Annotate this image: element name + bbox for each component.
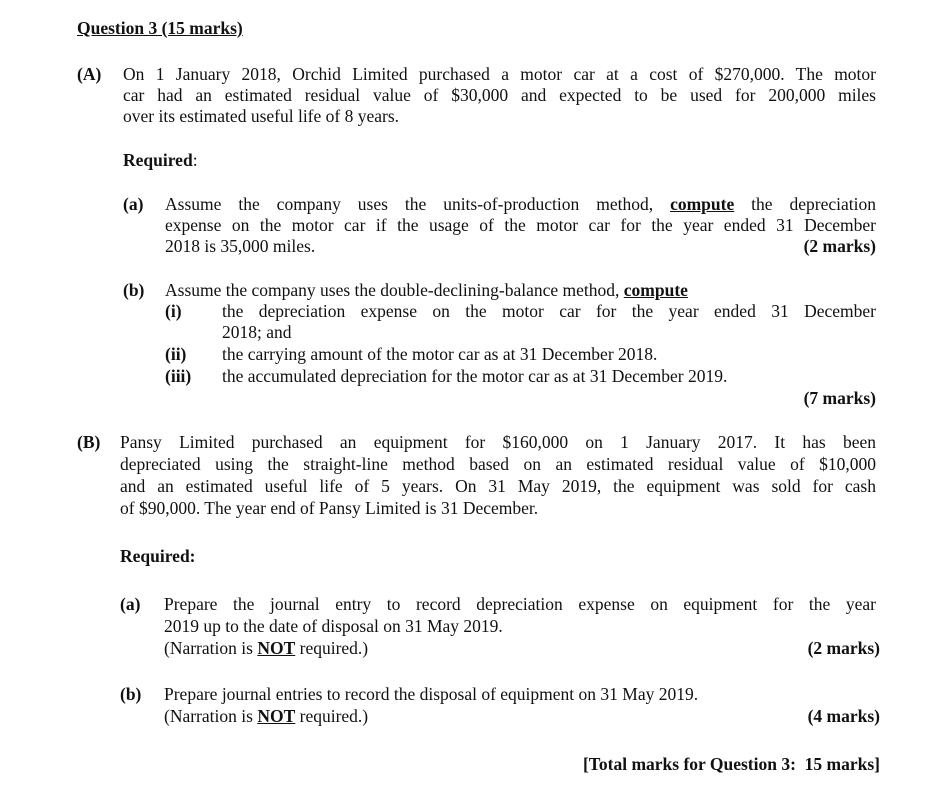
part-a-b-i-line-1: the depreciation expense on the motor car for the year ended 31 December [222, 301, 876, 321]
part-a-b-iii-text: the accumulated depreciation for the motor car as at 31 December 2019. [222, 366, 728, 386]
not-keyword: NOT [257, 706, 296, 726]
part-b-b-line-1: Prepare journal entries to record the disposal of equipment on 31 May 2019. [164, 684, 699, 704]
part-b-b-label: (b) [120, 684, 142, 704]
not-keyword: NOT [257, 638, 296, 658]
narration-pre: (Narration is [164, 638, 258, 658]
part-b-b-narration [164, 706, 368, 727]
narration-pre: (Narration is [164, 706, 258, 726]
part-a-b-label: (b) [123, 280, 145, 300]
part-a-b-marks: (7 marks) [803, 388, 876, 408]
part-a-a-line-2: expense on the motor car if the usage of the motor car for the year ended 31 December [165, 215, 876, 235]
part-a-b-line-1-pre: Assume the company uses the double-declining-balance method, [165, 280, 624, 300]
part-a-line-2: car had an estimated residual value of $30,000 and expected to be used for 200,000 miles [123, 85, 876, 105]
part-a-a-line-1-post: the depreciation [734, 194, 876, 214]
part-a-required-word: Required [123, 150, 193, 170]
part-a-line-1: On 1 January 2018, Orchid Limited purchased a motor car at a cost of $270,000. The motor [123, 64, 876, 84]
part-a-b-ii-label: (ii) [165, 344, 187, 364]
compute-keyword: compute [623, 280, 688, 300]
part-b-required: Required: [120, 546, 196, 566]
part-b-a-label: (a) [120, 594, 141, 614]
part-a-a-line-1-pre: Assume the company uses the units-of-production method, [165, 194, 671, 214]
part-a-a-marks: (2 marks) [803, 236, 876, 256]
question-title: Question 3 (15 marks) [77, 18, 243, 38]
part-b-line-1: Pansy Limited purchased an equipment for $160,000 on 1 January 2017. It has been [120, 432, 876, 452]
part-b-line-2: depreciated using the straight-line method based on an estimated residual value of $10,000 [120, 454, 876, 474]
part-a-required-colon: : [192, 150, 198, 170]
compute-keyword: compute [670, 194, 735, 214]
part-a-a-line-1 [165, 194, 876, 215]
part-a-b-i-label: (i) [165, 301, 182, 321]
narration-post: required.) [295, 706, 369, 726]
part-b-a-line-1: Prepare the journal entry to record depreciation expense on equipment for the year [164, 594, 876, 614]
part-b-line-4: of $90,000. The year end of Pansy Limited is 31 December. [120, 498, 539, 518]
part-a-label: (A) [77, 64, 102, 84]
narration-post: required.) [295, 638, 369, 658]
part-b-a-marks: (2 marks) [807, 638, 880, 658]
part-b-a-line-2: 2019 up to the date of disposal on 31 May 2019. [164, 616, 503, 636]
part-a-b-line-1 [165, 280, 688, 301]
part-b-a-narration [164, 638, 368, 659]
part-b-label: (B) [77, 432, 101, 452]
part-a-a-line-3: 2018 is 35,000 miles. [165, 236, 316, 256]
part-a-a-label: (a) [123, 194, 144, 214]
part-a-b-iii-label: (iii) [165, 366, 192, 386]
part-a-b-i-line-2: 2018; and [222, 322, 292, 342]
part-a-b-ii-text: the carrying amount of the motor car as at 31 December 2018. [222, 344, 658, 364]
part-a-line-3: over its estimated useful life of 8 years. [123, 106, 400, 126]
part-b-b-marks: (4 marks) [807, 706, 880, 726]
total-marks: [Total marks for Question 3: 15 marks] [582, 754, 880, 774]
part-a-required [123, 150, 198, 171]
part-b-line-3: and an estimated useful life of 5 years. On 31 May 2019, the equipment was sold for cash [120, 476, 876, 496]
